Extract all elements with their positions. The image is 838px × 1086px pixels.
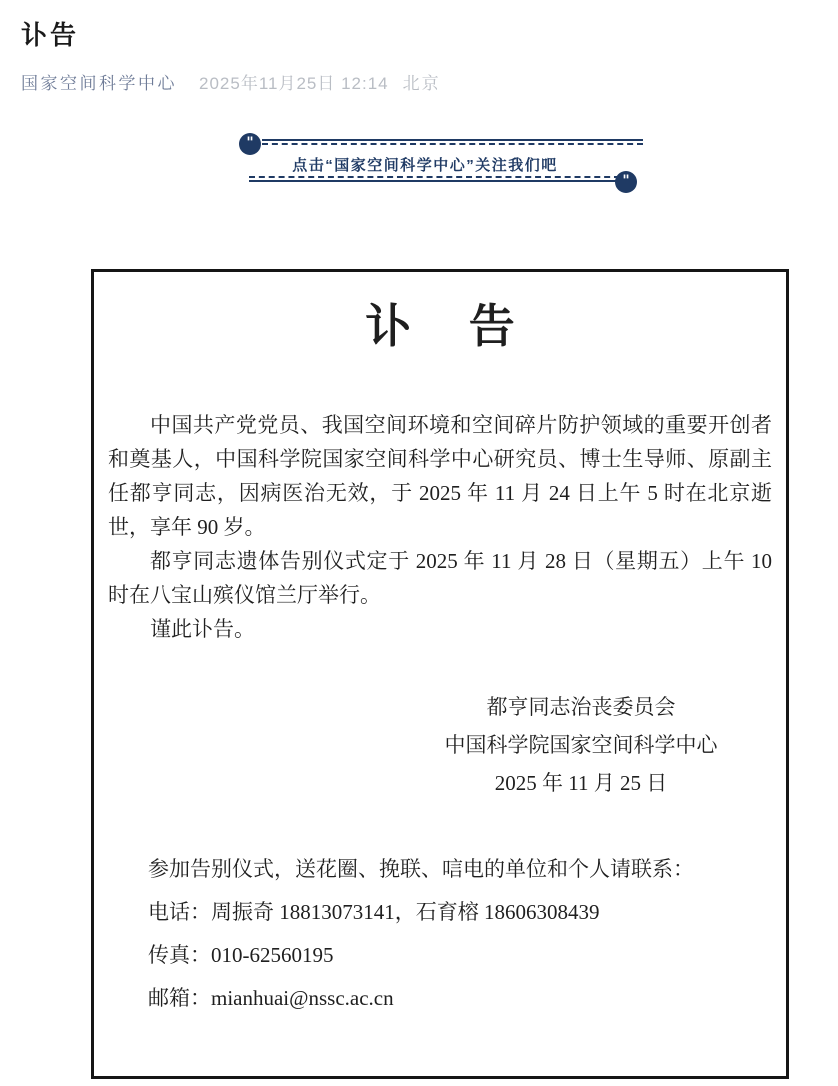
notice-title: 讣 告 — [365, 301, 525, 352]
notice-paragraph-3: 谨此讣告。 — [150, 617, 255, 641]
page-title: 讣告 — [21, 20, 80, 50]
signature-organization: 中国科学院国家空间科学中心 — [444, 733, 718, 757]
follow-banner[interactable] — [205, 131, 645, 197]
contact-fax: 传真：010-62560195 — [148, 943, 334, 967]
banner-bottom-rule — [249, 176, 620, 182]
quote-glyph: " — [246, 135, 254, 151]
publish-datetime: 2025年11月25日 12:14 — [199, 74, 389, 93]
obituary-notice-image[interactable] — [91, 269, 789, 1079]
contact-phone: 电话：周振奇 18813073141，石育榕 18606308439 — [148, 900, 600, 924]
contact-intro: 参加告别仪式，送花圈、挽联、唁电的单位和个人请联系： — [148, 857, 694, 881]
quote-icon — [615, 171, 637, 193]
banner-text: 点击“国家空间科学中心”关注我们吧 — [292, 157, 558, 174]
banner-top-rule — [262, 139, 643, 145]
signature-date: 2025 年 11 月 25 日 — [494, 771, 668, 795]
contact-email: 邮箱：mianhuai@nssc.ac.cn — [148, 986, 394, 1010]
quote-icon — [239, 133, 261, 155]
publish-location: 北京 — [402, 74, 441, 93]
notice-paragraph-1: 中国共产党党员、我国空间环境和空间碎片防护领域的重要开创者和奠基人，中国科学院国家空间科学中心研究员、博士生导师、原副主任都亨同志，因病医治无效，于 2025 年 11 月 24 日上午 5 时在北京逝世，享年 90 岁。 — [108, 413, 772, 539]
account-name-link[interactable]: 国家空间科学中心 — [21, 74, 177, 93]
signature-block — [416, 688, 746, 802]
byline — [21, 69, 441, 94]
quote-glyph: " — [622, 173, 630, 189]
signature-committee: 都亨同志治丧委员会 — [486, 695, 676, 719]
notice-paragraph-2: 都亨同志遗体告别仪式定于 2025 年 11 月 28 日（星期五）上午 10 时在八宝山殡仪馆兰厅举行。 — [108, 549, 772, 607]
contact-block — [94, 848, 786, 1020]
